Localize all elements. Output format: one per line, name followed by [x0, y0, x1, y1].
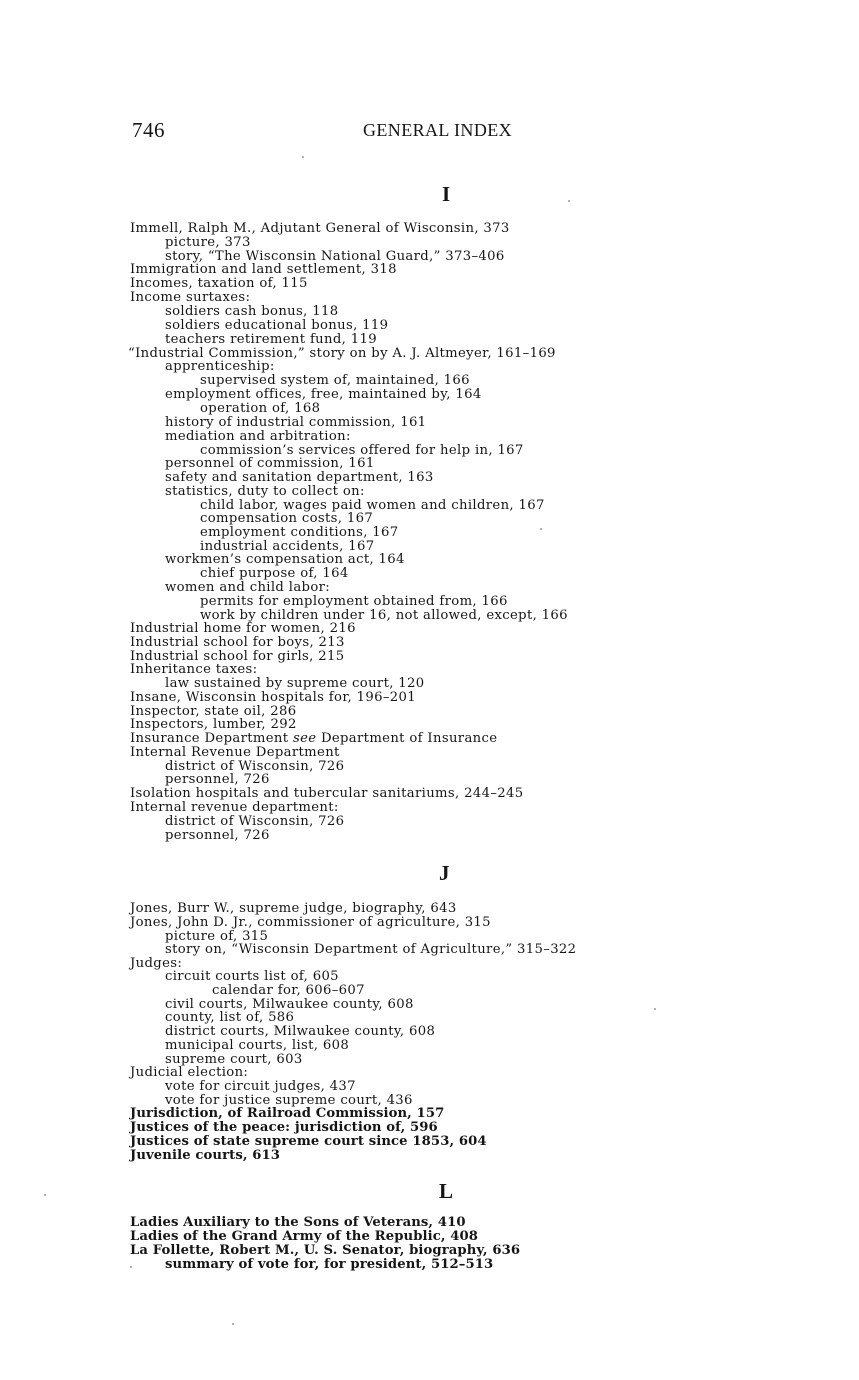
scan-speck — [130, 1266, 132, 1268]
index-subsubentry: industrial accidents, 167 — [200, 539, 375, 554]
index-subsubentry: calendar for, 606–607 — [212, 983, 365, 998]
index-subentry: mediation and arbitration: — [165, 429, 351, 444]
index-subsubentry: permits for employment obtained from, 166 — [200, 594, 508, 609]
index-entry: Immell, Ralph M., Adjutant General of Wisconsin, 373 — [130, 221, 510, 236]
index-subentry: civil courts, Milwaukee county, 608 — [165, 997, 414, 1012]
index-subsubentry: employment conditions, 167 — [200, 525, 399, 540]
index-entry: Industrial school for girls, 215 — [130, 649, 345, 664]
index-subentry: county, list of, 586 — [165, 1010, 295, 1025]
index-entry: Income surtaxes: — [130, 290, 251, 305]
scan-speck — [540, 528, 542, 530]
index-subentry: summary of vote for, for president, 512–513 — [165, 1257, 494, 1272]
index-subsubentry: supervised system of, maintained, 166 — [200, 373, 470, 388]
scan-speck — [302, 156, 304, 158]
entry-heading: Insurance Department — [130, 731, 289, 746]
index-subentry: circuit courts list of, 605 — [165, 969, 339, 984]
index-subentry: district courts, Milwaukee county, 608 — [165, 1024, 436, 1039]
index-subentry: soldiers cash bonus, 118 — [165, 304, 339, 319]
index-entry: Industrial home for women, 216 — [130, 621, 356, 636]
index-subsubentry: chief purpose of, 164 — [200, 566, 349, 581]
index-entry: La Follette, Robert M., U. S. Senator, biography, 636 — [130, 1243, 521, 1258]
index-entry: Ladies of the Grand Army of the Republic, 408 — [130, 1229, 479, 1244]
index-subentry: statistics, duty to collect on: — [165, 484, 365, 499]
index-entry: Judges: — [130, 956, 183, 971]
index-entry: Insane, Wisconsin hospitals for, 196–201 — [130, 690, 417, 705]
index-subentry: picture, 373 — [165, 235, 251, 250]
index-subentry: history of industrial commission, 161 — [165, 415, 427, 430]
index-subentry: district of Wisconsin, 726 — [165, 759, 345, 774]
index-subentry: supreme court, 603 — [165, 1052, 303, 1067]
index-entry: Ladies Auxiliary to the Sons of Veterans, 410 — [130, 1215, 466, 1230]
cross-reference: Department of Insurance — [320, 731, 498, 746]
index-subentry: teachers retirement fund, 119 — [165, 332, 377, 347]
index-entry: Immigration and land settlement, 318 — [130, 262, 397, 277]
index-entry-insurance — [130, 732, 497, 746]
index-entry: Inspectors, lumber, 292 — [130, 717, 297, 732]
running-head-title: GENERAL INDEX — [363, 120, 513, 140]
section-letter-i: I — [442, 182, 451, 206]
index-entry: Justices of state supreme court since 1853, 604 — [130, 1134, 487, 1149]
index-entry: Jones, Burr W., supreme judge, biography, 643 — [130, 901, 457, 916]
section-letter-j: J — [439, 861, 450, 885]
index-subentry: women and child labor: — [165, 580, 331, 595]
index-subentry: employment offices, free, maintained by, 164 — [165, 387, 482, 402]
scan-speck — [44, 1194, 46, 1196]
index-entry: Judicial election: — [130, 1065, 249, 1080]
section-letter-l: L — [439, 1179, 454, 1203]
index-subentry: law sustained by supreme court, 120 — [165, 676, 425, 691]
index-subsubentry: compensation costs, 167 — [200, 511, 374, 526]
index-subentry: district of Wisconsin, 726 — [165, 814, 345, 829]
index-entry: Inspector, state oil, 286 — [130, 704, 297, 719]
index-entry: Industrial school for boys, 213 — [130, 635, 345, 650]
index-subentry: story on, “Wisconsin Department of Agriculture,” 315–322 — [165, 942, 577, 957]
index-entry: Incomes, taxation of, 115 — [130, 276, 308, 291]
index-subentry: safety and sanitation department, 163 — [165, 470, 434, 485]
index-subentry: personnel of commission, 161 — [165, 456, 375, 471]
index-entry: “Industrial Commission,” story on by A. J. Altmeyer, 161–169 — [128, 346, 556, 361]
index-subsubentry: operation of, 168 — [200, 401, 321, 416]
index-subentry: vote for justice supreme court, 436 — [165, 1093, 413, 1108]
index-entry: Internal revenue department: — [130, 800, 339, 815]
index-entry: Inheritance taxes: — [130, 662, 258, 677]
index-entry: Isolation hospitals and tubercular sanitariums, 244–245 — [130, 786, 524, 801]
index-subentry: workmen’s compensation act, 164 — [165, 552, 405, 567]
index-entry: Juvenile courts, 613 — [130, 1148, 281, 1163]
index-subsubentry: commission’s services offered for help in, 167 — [200, 443, 524, 458]
index-subentry: apprenticeship: — [165, 359, 275, 374]
index-subsubentry: work by children under 16, not allowed, except, 166 — [200, 608, 568, 623]
index-entry: Jones, John D. Jr., commissioner of agriculture, 315 — [130, 915, 491, 930]
index-subentry: personnel, 726 — [165, 772, 270, 787]
scan-speck — [568, 200, 570, 202]
index-subentry: soldiers educational bonus, 119 — [165, 318, 389, 333]
see-reference: see — [292, 731, 317, 746]
index-entry: Justices of the peace: jurisdiction of, 596 — [130, 1120, 438, 1135]
index-subentry: municipal courts, list, 608 — [165, 1038, 350, 1053]
index-subsubentry: child labor, wages paid women and children, 167 — [200, 498, 545, 513]
page-number: 746 — [132, 118, 165, 142]
index-subentry: vote for circuit judges, 437 — [165, 1079, 356, 1094]
index-entry: Internal Revenue Department — [130, 745, 340, 760]
scan-speck — [232, 1323, 234, 1325]
index-entry: Jurisdiction, of Railroad Commission, 157 — [130, 1106, 445, 1121]
scan-speck — [654, 1008, 656, 1010]
index-subentry: picture of, 315 — [165, 929, 269, 944]
index-subentry: story, “The Wisconsin National Guard,” 373–406 — [165, 249, 505, 264]
index-subentry: personnel, 726 — [165, 828, 270, 843]
